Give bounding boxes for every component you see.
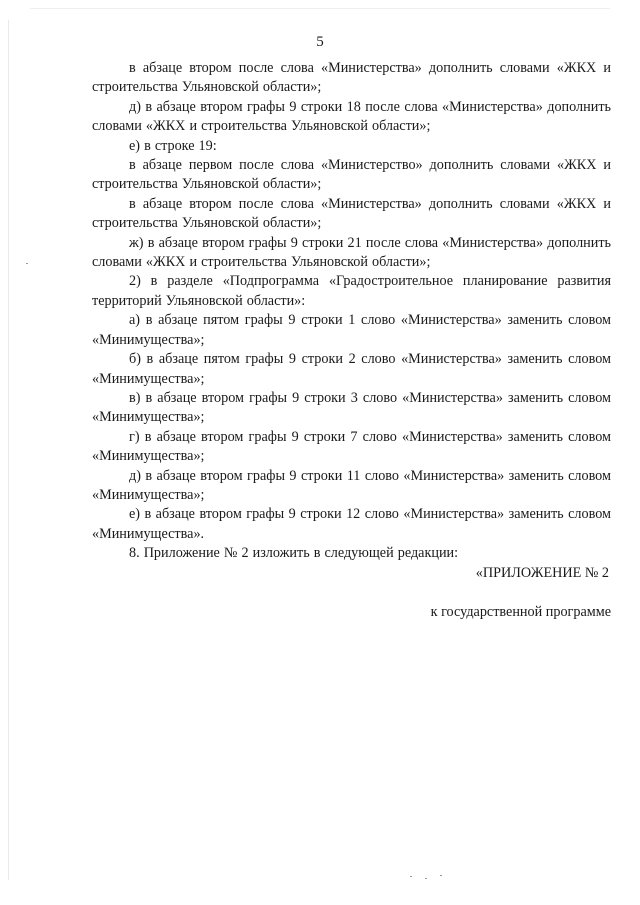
paragraph: в) в абзаце втором графы 9 строки 3 слово «Министерства» заменить словом «Минимущества»; [92, 389, 611, 426]
paragraph: 2) в разделе «Подпрограмма «Градостроительное планирование развития территорий Ульяновской области»: [92, 273, 611, 309]
scan-speck [26, 263, 28, 264]
scan-speck [440, 875, 442, 876]
paragraph: д) в абзаце втором графы 9 строки 18 после слова «Министерства» дополнить словами «ЖКХ и строительства Ульяновской области»; [92, 98, 611, 135]
paragraph: 8. Приложение № 2 изложить в следующей редакции: [129, 545, 459, 562]
paragraph: в абзаце втором после слова «Министерства» дополнить словами «ЖКХ и строительства Ульяновской области»; [92, 60, 611, 96]
paragraph: е) в абзаце втором графы 9 строки 12 слово «Министерства» заменить словом «Минимущества». [92, 506, 611, 542]
scan-edge-left [8, 20, 9, 880]
scan-speck [410, 876, 412, 877]
document-body [92, 59, 611, 622]
paragraph: б) в абзаце пятом графы 9 строки 2 слово «Министерства» заменить словом «Минимущества»; [92, 351, 611, 387]
scan-speck [425, 878, 427, 879]
paragraph: в абзаце втором после слова «Министерства» дополнить словами «ЖКХ и строительства Ульяновской области»; [92, 195, 611, 232]
page-number: 5 [316, 34, 324, 50]
paragraph: д) в абзаце втором графы 9 строки 11 слово «Министерства» заменить словом «Минимущества»; [92, 467, 611, 503]
paragraph: е) в строке 19: [129, 137, 217, 154]
appendix-subtitle: к государственной программе [430, 603, 611, 620]
paragraph: а) в абзаце пятом графы 9 строки 1 слово «Министерства» заменить словом «Минимущества»; [92, 312, 611, 348]
appendix-title: «ПРИЛОЖЕНИЕ № 2 [475, 564, 609, 581]
paragraph: г) в абзаце втором графы 9 строки 7 слово «Министерства» заменить словом «Минимущества»; [92, 428, 611, 465]
paragraph: ж) в абзаце втором графы 9 строки 21 после слова «Министерства» дополнить словами «ЖКХ и строительства Ульяновской области»; [92, 234, 611, 271]
scan-edge-top [30, 8, 610, 9]
paragraph: в абзаце первом после слова «Министерство» дополнить словами «ЖКХ и строительства Ульяновской области»; [92, 157, 611, 193]
